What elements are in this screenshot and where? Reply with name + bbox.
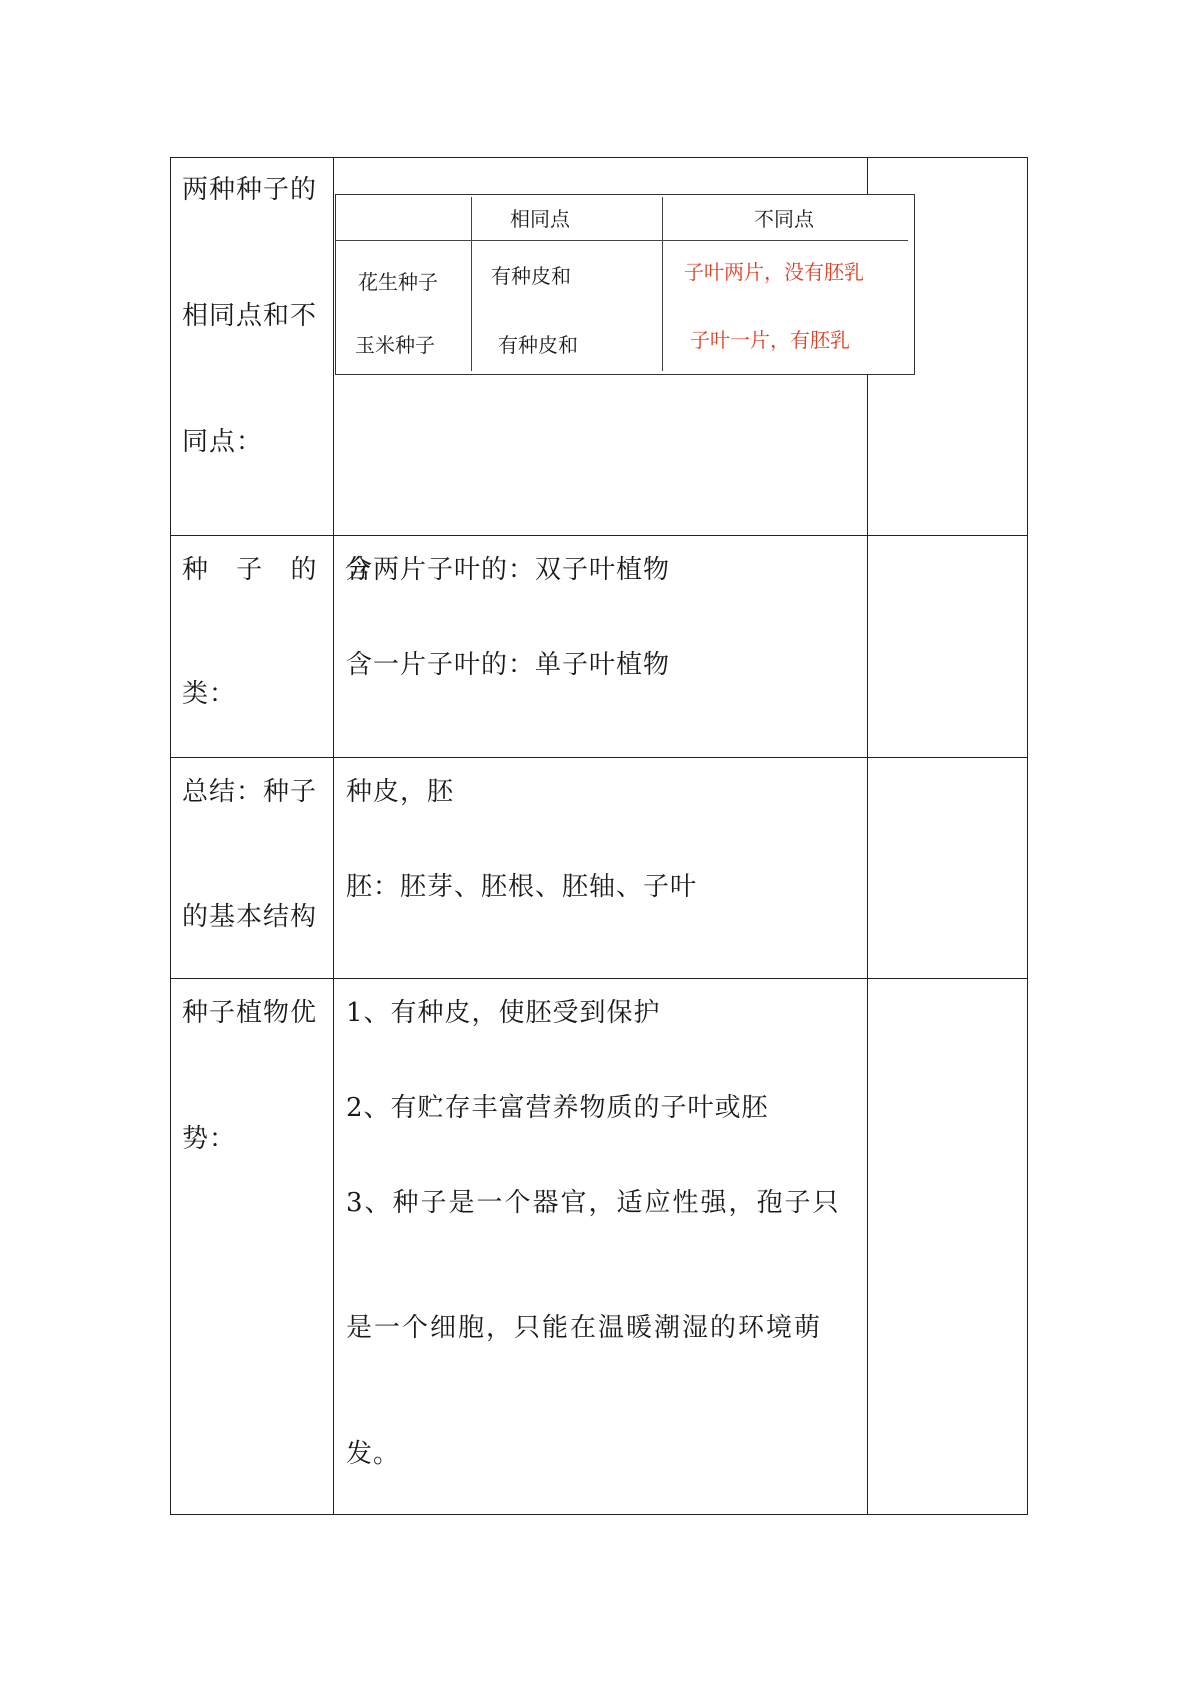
row-divider-2 [170,757,1028,758]
content-line: 3、种子是一个器官，适应性强，孢子只 [346,1188,841,1218]
comparison-row-name: 玉米种子 [355,333,435,357]
comparison-row-diff: 子叶一片，有胚乳 [690,328,850,352]
content-line: 是一个细胞，只能在温暖潮湿的环境萌 [346,1313,823,1343]
row-label-line: 种 子 的 分 [182,555,381,585]
content-line: 种皮，胚 [346,777,455,807]
table-border-bottom [170,1514,1028,1515]
table-border-top [170,157,1028,158]
row-label-line: 总结：种子 [182,777,318,807]
content-line: 发。 [346,1439,401,1469]
row-label-line: 势： [182,1124,237,1154]
comparison-row-same: 有种皮和 [491,264,571,288]
comparison-col-divider [471,197,472,371]
content-line: 1、有种皮，使胚受到保护 [346,998,661,1028]
comparison-header-diff: 不同点 [754,207,814,231]
content-line: 胚：胚芽、胚根、胚轴、子叶 [346,872,698,902]
comparison-header-divider [336,240,908,241]
row-label-line: 种子植物优 [182,998,318,1028]
comparison-table [335,194,915,375]
table-border-left [170,157,171,1515]
comparison-row-name: 花生种子 [358,270,438,294]
content-line: 2、有贮存丰富营养物质的子叶或胚 [346,1093,769,1123]
comparison-col-divider [662,197,663,371]
comparison-header-same: 相同点 [510,207,570,231]
comparison-row-diff: 子叶两片，没有胚乳 [684,260,864,284]
content-line: 含一片子叶的：单子叶植物 [346,650,671,680]
table-divider-label [333,157,334,1515]
table-border-right [1027,157,1028,1515]
row-label-line: 两种种子的 [182,175,318,205]
row-label-line: 同点： [182,427,264,457]
row-label-line: 相同点和不 [182,301,318,331]
row-label-line: 类： [182,679,237,709]
row-divider-3 [170,978,1028,979]
row-label-line: 的基本结构 [182,902,318,932]
row-divider-1 [170,535,1028,536]
comparison-row-same: 有种皮和 [498,333,578,357]
content-line: 含两片子叶的：双子叶植物 [346,555,671,585]
